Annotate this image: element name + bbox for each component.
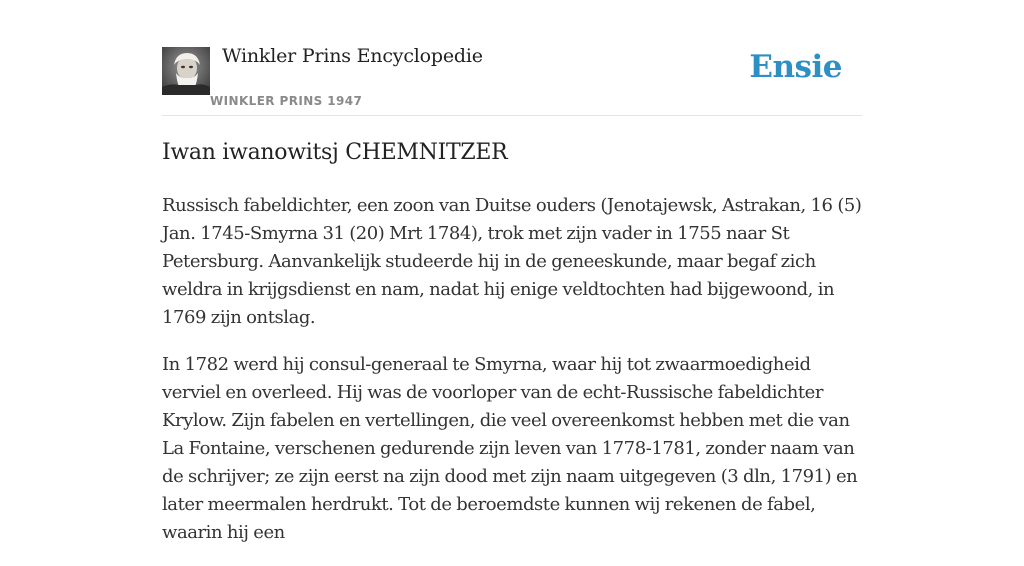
article-title: Iwan iwanowitsj CHEMNITZER	[162, 140, 508, 165]
source-header	[162, 0, 862, 116]
article-paragraph: Russisch fabeldichter, een zoon van Duitse ouders (Jenotajewsk, Astrakan, 16 (5) Jan. 1745-Smyrna 31 (20) Mrt 1784), trok met zijn vader in 1755 naar St Petersburg. Aanvankelijk studeerde hij in de geneeskunde, maar begaf zich weldra in krijgsdienst en nam, nadat hij enige veldtochten had bijgewoond, in 1769 zijn ontslag.	[162, 195, 862, 328]
ensie-logo[interactable]: Ensie	[749, 49, 842, 85]
content-column	[162, 0, 862, 543]
source-subtitle: WINKLER PRINS 1947	[210, 94, 363, 108]
portrait-avatar-icon[interactable]	[162, 47, 210, 95]
article-body	[162, 192, 862, 566]
source-title[interactable]: Winkler Prins Encyclopedie	[222, 45, 483, 67]
article-paragraph: In 1782 werd hij consul-generaal te Smyrna, waar hij tot zwaarmoedigheid verviel en overleed. Hij was de voorloper van de echt-Russische fabeldichter Krylow. Zijn fabelen en vertellingen, die veel overeenkomst hebben met die van La Fontaine, verschenen gedurende zijn leven van 1778-1781, zonder naam van de schrijver; ze zijn eerst na zijn dood met zijn naam uitgegeven (3 dln, 1791) en later meermalen herdrukt. Tot de beroemdste kunnen wij rekenen de fabel, waarin hij een	[162, 354, 858, 543]
